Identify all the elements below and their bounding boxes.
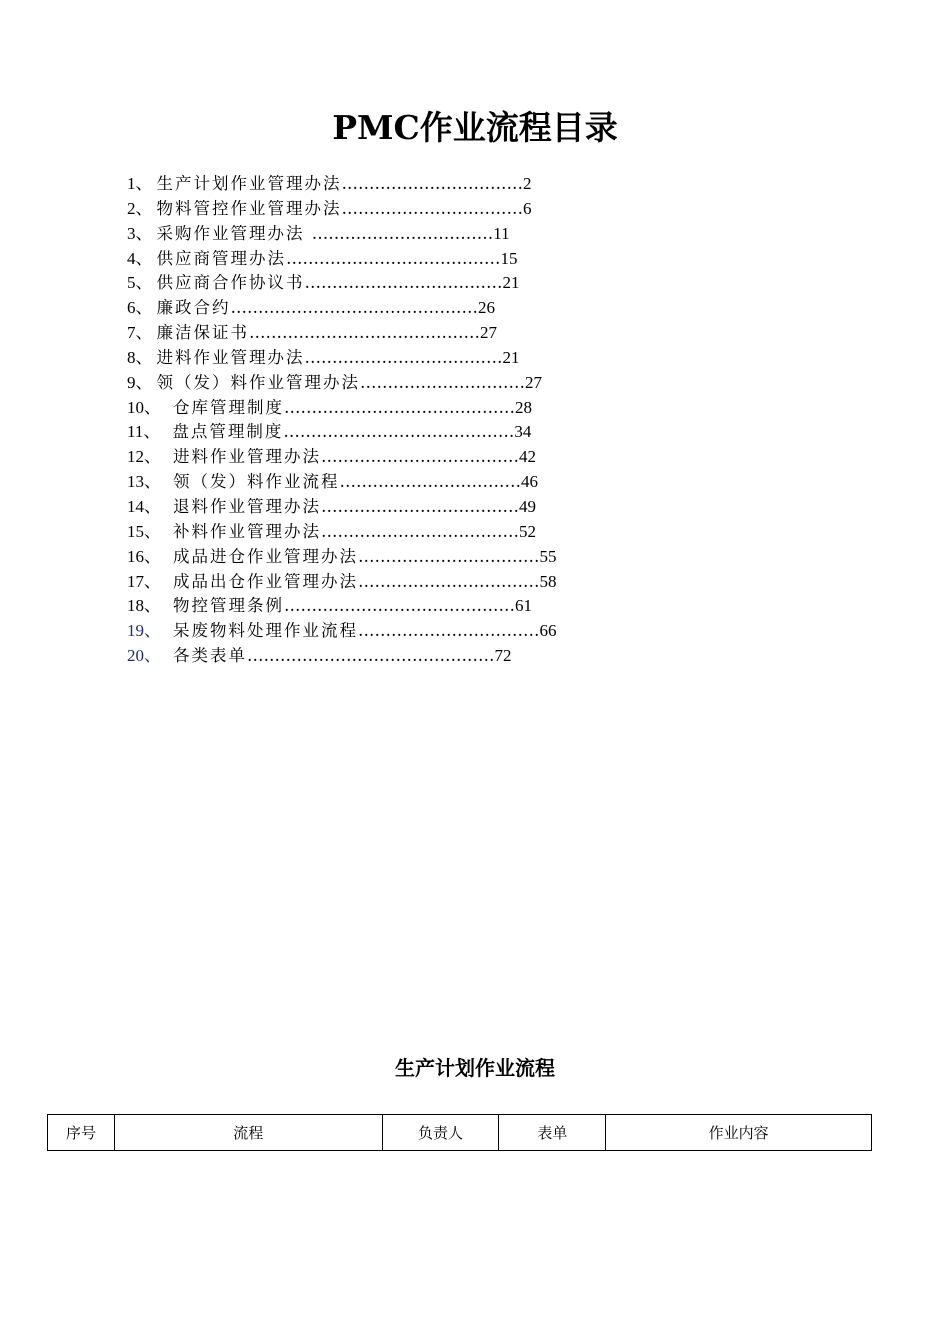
toc-entry[interactable] <box>127 396 557 421</box>
toc-entry[interactable] <box>127 296 557 321</box>
column-header-owner: 负责人 <box>382 1115 499 1151</box>
toc-entry[interactable] <box>127 222 557 247</box>
toc-entry[interactable] <box>127 619 557 644</box>
toc-title: 领（发）料作业流程 <box>173 472 340 492</box>
toc-page-number: 66 <box>539 621 557 641</box>
toc-page-number: 28 <box>515 397 532 417</box>
toc-title: 呆废物料处理作业流程 <box>173 621 358 641</box>
toc-number: 1、 <box>127 174 153 193</box>
toc-entry[interactable] <box>127 570 557 595</box>
toc-page-number: 2 <box>523 174 532 193</box>
toc-page-number: 6 <box>523 198 532 218</box>
toc-page-number: 49 <box>519 496 536 516</box>
toc-page-number: 58 <box>539 571 557 591</box>
toc-entry[interactable] <box>127 594 557 619</box>
toc-leader: …………………………………… <box>284 397 515 417</box>
toc-leader: ……………………………… <box>321 521 519 541</box>
toc-leader: …………………………… <box>341 198 523 218</box>
toc-number: 20、 <box>127 646 161 666</box>
table-header-row <box>48 1115 872 1151</box>
process-table <box>47 1114 872 1151</box>
toc-leader: …………………………… <box>339 472 521 492</box>
toc-number: 9、 <box>127 372 153 392</box>
toc-title: 退料作业管理办法 <box>173 496 321 516</box>
toc-number: 11、 <box>127 422 161 442</box>
toc-entry[interactable] <box>127 445 557 470</box>
toc-title: 仓库管理制度 <box>173 397 284 417</box>
toc-title: 各类表单 <box>173 646 247 666</box>
toc-entry[interactable] <box>127 420 557 445</box>
toc-title: 物料管控作业管理办法 <box>156 198 342 218</box>
toc-entry[interactable] <box>127 644 557 669</box>
toc-entry[interactable] <box>127 197 557 222</box>
toc-leader: ……………………………………… <box>247 646 495 666</box>
toc-page-number: 26 <box>478 298 495 318</box>
toc-page-number: 15 <box>500 248 518 268</box>
toc-number: 12、 <box>127 447 161 467</box>
toc-leader: …………………………………… <box>249 323 480 343</box>
toc-number: 18、 <box>127 596 161 616</box>
toc-page-number: 55 <box>539 546 557 566</box>
toc-title: 领（发）料作业管理办法 <box>156 372 360 392</box>
toc-entry[interactable] <box>127 346 557 371</box>
toc-number: 19、 <box>127 621 161 641</box>
toc-title: 进料作业管理办法 <box>156 347 305 367</box>
toc-number: 8、 <box>127 347 153 367</box>
toc-number: 13、 <box>127 472 161 492</box>
toc-number: 4、 <box>127 248 153 268</box>
toc-page-number: 34 <box>514 422 532 442</box>
toc-leader: …………………………………… <box>283 422 515 442</box>
toc-title: 成品出仓作业管理办法 <box>173 571 358 591</box>
section-title: 生产计划作业流程 <box>395 1056 555 1080</box>
toc-number: 16、 <box>127 546 161 566</box>
toc-leader: ……………………………… <box>321 447 519 467</box>
toc-leader: ……………………………… <box>304 347 503 367</box>
toc-entry[interactable] <box>127 545 557 570</box>
toc-leader: ……………………………………… <box>230 298 478 318</box>
toc-leader: …………………………… <box>358 546 540 566</box>
toc-number: 6、 <box>127 298 153 318</box>
document-title: PMC作业流程目录 <box>332 108 618 147</box>
toc-entry[interactable] <box>127 271 557 296</box>
toc-page-number: 61 <box>515 596 532 616</box>
toc-title: 采购作业管理办法 <box>156 223 312 243</box>
toc-page-number: 52 <box>519 521 536 541</box>
toc-title: 盘点管理制度 <box>172 422 284 442</box>
toc-entry[interactable] <box>127 470 557 495</box>
toc-title: 生产计划作业管理办法 <box>156 174 342 193</box>
toc-number: 2、 <box>127 198 153 218</box>
toc-number: 14、 <box>127 496 161 516</box>
table-of-contents <box>127 172 557 669</box>
toc-number: 17、 <box>127 571 161 591</box>
toc-leader: …………………………… <box>341 174 523 193</box>
toc-leader: …………………………………… <box>284 596 515 616</box>
toc-leader: ……………………………… <box>321 496 519 516</box>
toc-page-number: 21 <box>502 273 520 293</box>
toc-page-number: 21 <box>502 347 520 367</box>
column-header-form: 表单 <box>499 1115 606 1151</box>
toc-title: 成品进仓作业管理办法 <box>173 546 358 566</box>
column-header-index: 序号 <box>48 1115 115 1151</box>
toc-number: 3、 <box>127 223 153 243</box>
toc-page-number: 27 <box>525 372 542 392</box>
toc-entry[interactable] <box>127 495 557 520</box>
toc-title: 供应商管理办法 <box>156 248 286 268</box>
toc-entry[interactable] <box>127 520 557 545</box>
toc-page-number: 11 <box>493 223 510 243</box>
toc-page-number: 72 <box>494 646 512 666</box>
toc-title: 供应商合作协议书 <box>156 273 305 293</box>
toc-number: 15、 <box>127 521 161 541</box>
toc-page-number: 42 <box>519 447 536 467</box>
column-header-content: 作业内容 <box>606 1115 872 1151</box>
toc-title: 补料作业管理办法 <box>173 521 321 541</box>
toc-page-number: 46 <box>521 472 538 492</box>
toc-leader: ………………………………… <box>286 248 501 268</box>
toc-page-number: 27 <box>480 323 497 343</box>
toc-entry[interactable] <box>127 172 557 197</box>
toc-title: 廉政合约 <box>156 298 231 318</box>
toc-entry[interactable] <box>127 371 557 396</box>
toc-leader: ……………………………… <box>304 273 503 293</box>
toc-number: 10、 <box>127 397 161 417</box>
toc-leader: …………………………… <box>358 621 540 641</box>
toc-leader: ………………………… <box>360 372 525 392</box>
toc-number: 5、 <box>127 273 153 293</box>
column-header-process: 流程 <box>114 1115 382 1151</box>
toc-title: 进料作业管理办法 <box>173 447 321 467</box>
toc-title: 物控管理条例 <box>173 596 284 616</box>
toc-leader: …………………………… <box>311 223 494 243</box>
toc-number: 7、 <box>127 323 153 343</box>
toc-title: 廉洁保证书 <box>156 323 249 343</box>
toc-leader: …………………………… <box>358 571 540 591</box>
toc-entry[interactable] <box>127 321 557 346</box>
toc-entry[interactable] <box>127 247 557 272</box>
